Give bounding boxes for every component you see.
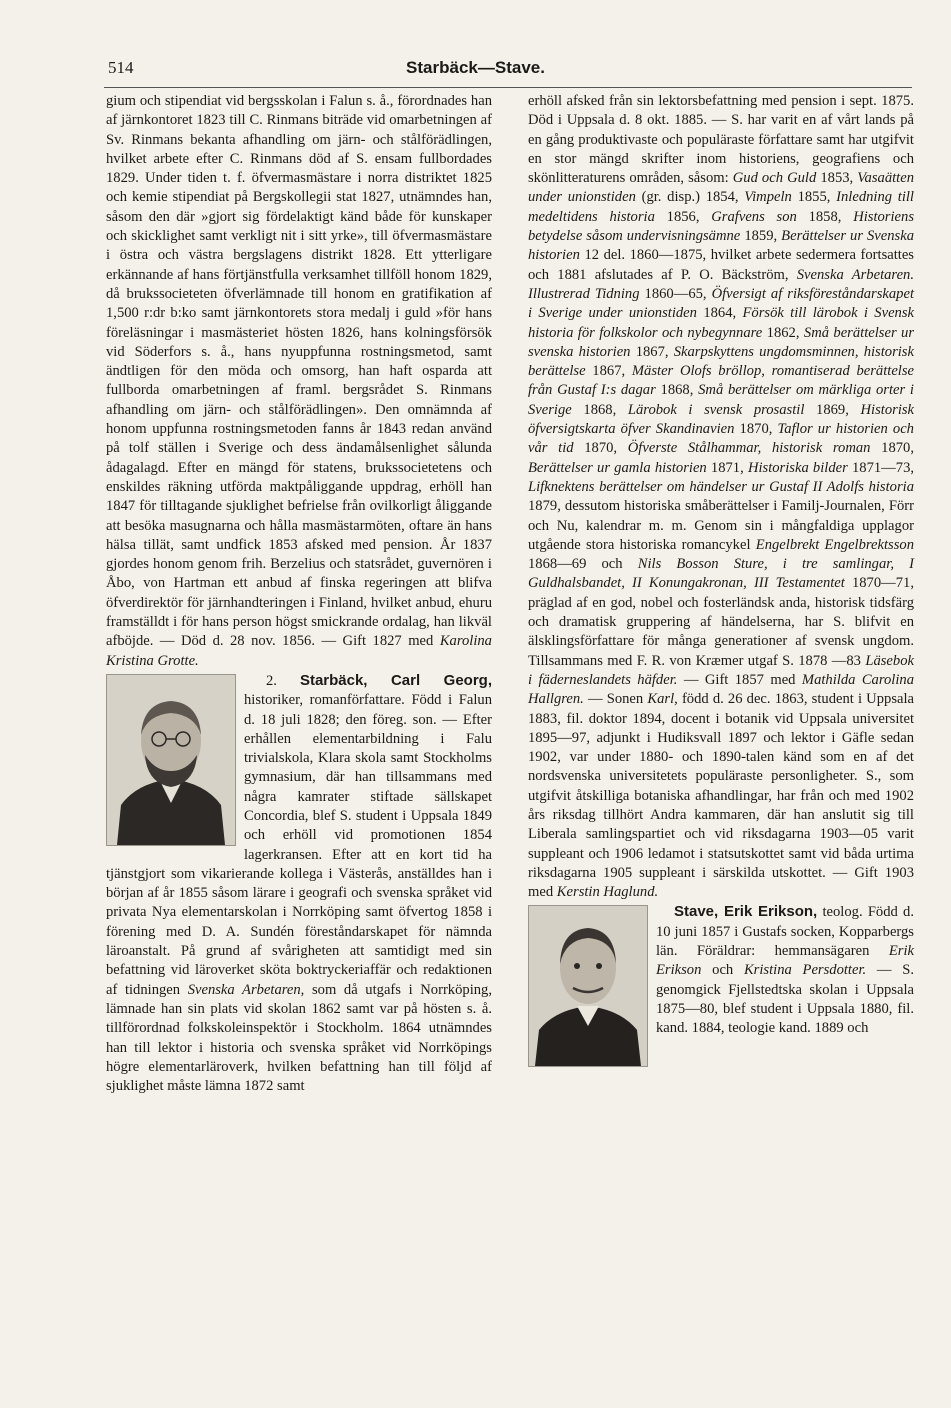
- entry-starback-continued: [106, 92, 492, 671]
- entry-text: gium och stipendiat vid bergsskolan i Falun s. å., förordnades han af järnkontoret 1823 till C. Rinmans biträde vid omarbetningen af Sv. Rinmans bekanta afhandling om järn- och stålförädlingen, hvilket arbete efter C. Rinmans död af S. ensam fullbordades 1829. Under tiden t. f. öfvermasmästare i norra distriktet 1825 och kemie stipendiat på Bergskollegii stat 1827, utnämndes han, såsom den där »gjort sig fördelaktigt känd både för kunskaper och skicklighet samt verkligt nit i sitt yrke», till öfvermasmästare i östra och västra bergslagens distrikt 1828. Ett ytterligare erkännande af hans förtjänstfulla verksamhet tillföll honom 1829, då brukssocieteten öfverlämnade till honom en gratifikation af 1,500 r:dr b:ko samt järnkontorets stora medalj i guld »för hans föreläsningar i masmästeriet hösten 1826, hans kolningsförsök vid Söderfors s. å., hans nyuppfunna rostningsmetod, samt ändtligen för den möda och omsorg, han haft osparda att fullborda omarbetningen af framl. bergsrådet S. Rinmans afhandling om järn- och stålförädlingen». Den omnämnda af honom uppfunna rostningsmetoden fanns år 1843 redan använd på tolf ställen i Sverige och dess ändamålsenlighet sålunda ådagalagd. Efter en mängd för statens, brukssocietetens och enskildes räkning utförda maktpåliggande uppdrag, erhöll han 1847 för tilltagande sjuklighet befrielse från ovilkorligt åliggande att besöka masugnarna och hålla masmästarmöten, oftare än hans hälsa tillät, samt undfick 1853 afsked med pension. År 1837 gjordes honom genom frih. Berzelius och statsrådet, guvernören i Åbo, von Hartman ett anbud af finska regeringen att blifva öfverdirektör för järnhandteringen i Finland, hvilket anbud, ehuru framställdt i för hans person högst smickrande ordalag, han likväl afböjde. — Död d. 28 nov. 1856. — Gift 1827 med: [106, 93, 492, 650]
- work-title: Små berättelser om märkliga orter i Sverige: [528, 382, 914, 418]
- entry-stave: [528, 902, 914, 1038]
- work-title: Mäster Olofs bröllop, romantiserad berättelse från Gustaf I:s dagar: [528, 363, 915, 399]
- spouse-name: Mathilda Carolina Hallgren.: [528, 671, 914, 708]
- entry-text-continued: som då utgafs i Norrköping, lämnade han sin plats vid skolan 1862 samt var på hösten s. å. tillförordnad folkskoleinspektör i Stockholm. 1864 utnämndes han till lektor i historia och svenska språket vid Norrköpings högre elementarläroverk, hvilken befattning han till följd af sjuklighet måste lämna 1872 samt: [106, 981, 492, 1095]
- entry-number: 2.: [266, 672, 277, 689]
- son-name: Karl,: [647, 691, 678, 708]
- entry-carl-georg-continued: [528, 92, 914, 902]
- mother-name: Kristina Persdotter.: [743, 962, 867, 979]
- text: 1860—65,: [644, 285, 707, 302]
- text: 1864,: [703, 305, 737, 322]
- father-name: Erik Erikson: [656, 943, 914, 979]
- work-title: Skarpskyttens ungdomsminnen, historisk berättelse: [528, 343, 914, 380]
- work-title: Taflor ur historien och vår tid: [528, 421, 914, 457]
- work-title: Små berättelser ur svenska historien: [528, 324, 914, 360]
- work-title: Historisk öfversigtskarta öfver Skandinavien: [528, 401, 915, 438]
- portrait-image: [106, 674, 236, 846]
- text: 1867,: [592, 363, 626, 380]
- entry-text: historiker, romanförfattare. Född i Falun d. 18 juli 1828; den föreg. son. — Efter erhållen elementarbildning i Falu trivialskola, Klara skola samt Stockholms gymnasium, där han tillsammans med några kamrater stiftade sällskapet Concordia, blef S. student i Uppsala 1849 och erhöll vid promotionen 1854 lagerkransen. Efter att en kort tid ha tjänstgjort som vikarierande kollega i Västerås, anställdes han i början af år 1855 såsom lärare i geografi och svenska språket vid privata Nya elementarskolan i Norrköping samt öfvertog 1858 i förening med D. A. Sundén föreståndarskapet för nämnda läroanstalt. På grund af svårigheten att samtidigt med sin befattning vid läroverket sköta boktryckeriaffär och redaktionen af tidningen: [106, 692, 492, 998]
- right-column: [528, 92, 914, 1069]
- text: teolog. Född d. 10 juni 1857 i Gustafs socken, Kopparbergs län. Föräldrar: hemmansägaren: [656, 904, 914, 960]
- text: 1858,: [808, 208, 842, 225]
- work-title: Berättelser ur gamla historien: [528, 459, 707, 476]
- text: 1862,: [766, 324, 800, 341]
- work-title: Historiska bilder: [747, 459, 848, 476]
- text: (gr. disp.) 1854,: [641, 189, 739, 206]
- text: 1855,: [797, 189, 831, 206]
- portrait-erik-erikson-stave: [529, 906, 647, 1066]
- text: — Sonen: [587, 691, 644, 708]
- text: född d. 26 dec. 1863, student i Uppsala 1883, fil. doktor 1894, docent i botanik vid Uppsala universitet 1895—97, adjunkt i Hudiksvall 1897 och lektor i Gäfle sedan 1902, var under 1880- och 1890-talen känd som en af det nordsvenska universitetets populäraste personligheter. S., som utgifvit åtskilliga botaniska afhandlingar, har från och med 1902 års riksdag tillhört Andra kammaren, där han anslutit sig till Liberala samlingspartiet och vid riksdagarna 1903—05 varit suppleant och 1906 ledamot i statsutskottet samt vid båda urtima riksdagarna 1905 suppleant i särskilda utskottet. — Gift 1903 med: [528, 691, 915, 901]
- text: och: [712, 962, 734, 979]
- portrait-carl-georg-starback: [107, 675, 235, 845]
- text: erhöll afsked från sin lektorsbefattning med pension i sept. 1875. Död i Uppsala d. 8 okt. 1885. — S. har varit en af vårt lands på en gång produktivaste och populäraste författare samt har utgifvit en stor mängd skrifter inom historiens, geografiens och skönlitteraturens områden, såsom:: [528, 93, 914, 187]
- header-rule: [104, 87, 912, 88]
- work-title: Svenska Arbetaren. Illustrerad Tidning: [528, 266, 914, 302]
- text: 1871,: [710, 459, 744, 476]
- work-title: Berättelser ur Svenska historien: [528, 228, 915, 264]
- text: 1879, dessutom historiska småberättelser i Familj-Journalen, Förr och Nu, kalendrar m. m. Genom sin i mångfaldiga upplagor utgående stora historiska romancykel: [528, 498, 914, 553]
- text: 1870,: [584, 440, 618, 457]
- entry-heading: Stave, Erik Erikson,: [674, 903, 818, 921]
- work-title: Engelbrekt Engelbrektsson: [755, 536, 914, 553]
- text: 1868—69 och: [528, 556, 623, 573]
- text: 12 del. 1860—1875, hvilket arbete sedermera fortsattes och 1881 afslutades af P. O. Bäckström,: [528, 247, 914, 283]
- portrait-image: [528, 905, 648, 1067]
- work-title: Försök till lärobok i Svensk historia för folkskolor och nybegynnare: [528, 305, 915, 341]
- text: 1870,: [881, 440, 914, 457]
- work-title: Gud och Guld: [732, 170, 817, 187]
- text: 1859,: [744, 228, 778, 245]
- text: 1856,: [666, 208, 700, 225]
- work-title: Vimpeln: [744, 189, 792, 206]
- text: 1869,: [816, 401, 849, 418]
- work-title: Lifknektens berättelser om händelser ur Gustaf II Adolfs historia: [528, 478, 914, 495]
- newspaper-title: Svenska Arbetaren,: [187, 981, 305, 998]
- spouse-name: Kerstin Haglund.: [556, 884, 659, 901]
- text: — S. genomgick Fjellstedtska skolan i Uppsala 1875—80, blef student i Uppsala 1880, fil. kand. 1884, teologie kand. 1889 och: [656, 962, 914, 1037]
- work-title: Grafvens son: [711, 208, 797, 225]
- left-column: [106, 92, 492, 1096]
- text: 1871—73,: [851, 459, 915, 476]
- page-number: 514: [108, 58, 134, 77]
- text: — Gift 1857 med: [683, 671, 796, 688]
- spouse-name: Karolina Kristina Grotte.: [106, 633, 492, 669]
- work-title: Lärobok i svensk prosastil: [627, 401, 805, 418]
- text: 1853,: [820, 170, 854, 187]
- work-title: Öfversigt af riksföreståndarskapet i Sverige under unionstiden: [528, 285, 914, 322]
- text: 1868,: [660, 382, 694, 399]
- work-title: Inledning till medeltidens historia: [528, 189, 914, 225]
- text: 1867,: [635, 343, 669, 360]
- work-title: Historiens betydelse såsom undervisningsämne: [528, 208, 914, 245]
- work-title: Öfverste Stålhammar, historisk roman: [627, 440, 871, 457]
- entry-carl-georg: [106, 671, 492, 1097]
- text: 1870,: [739, 421, 773, 438]
- text: 1868,: [583, 401, 617, 418]
- work-title: Vasaätten under unionstiden: [528, 170, 915, 206]
- work-title: Läsebok i fäderneslandets häfder.: [528, 652, 914, 688]
- running-title: Starbäck—Stave.: [406, 58, 545, 77]
- entry-heading: Starbäck, Carl Georg,: [299, 671, 492, 689]
- work-title: Nils Bosson Sture, i tre samlingar, I Guldhalsbandet, II Konungakronan, III Testamentet: [528, 556, 914, 592]
- text: 1870—71, präglad af en god, nobel och fosterländsk anda, historisk tidsfärg och dramatisk gruppering af händelserna, har S. blifvit en älsklingsförfattare för många generationer af svensk ungdom. Tillsammans med F. R. von Kræmer utgaf S. 1878 —83: [528, 575, 914, 669]
